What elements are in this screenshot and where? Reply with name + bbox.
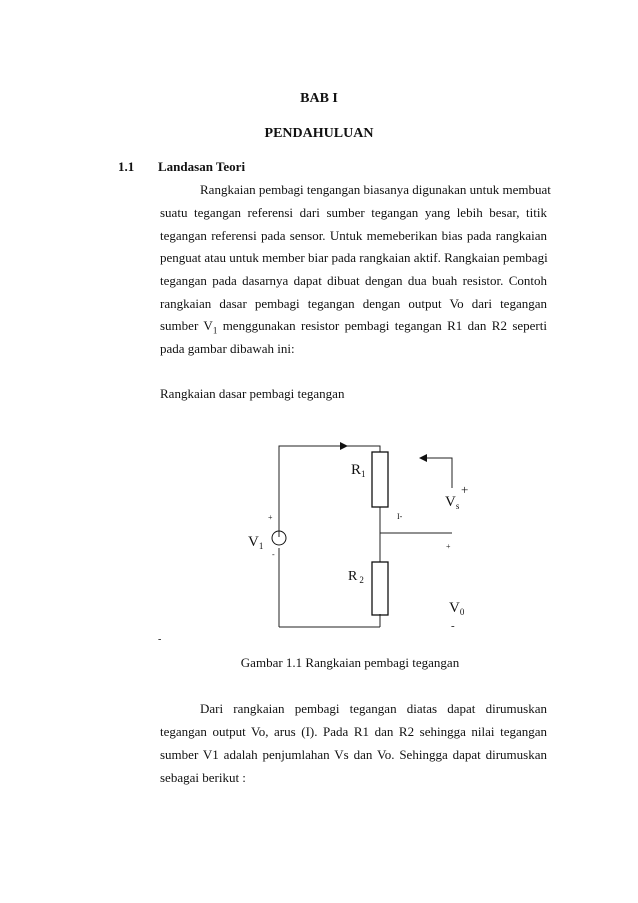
paragraph-line: pada gambar dibawah ini: [160,341,295,356]
vs-arrow-line [424,458,452,488]
resistor-r2 [372,562,388,615]
paragraph-line: suatu tegangan referensi dari sumber tegangan yang lebih besar, titik [160,205,547,220]
section-title: Landasan Teori [158,159,246,174]
vs-label: $V_s$ [445,494,460,511]
v1-label: $V_1$ [248,534,264,551]
section-number: 1.1 [118,159,135,174]
vs-plus-sign: + [461,482,469,497]
resistor-r1 [372,452,388,507]
paragraph-line: Dari rangkaian pembagi tegangan diatas dapat dirumuskan [200,701,547,716]
figure-title: Rangkaian dasar pembagi tegangan [160,386,345,401]
paragraph-line: tegangan output Vo, arus (I). Pada R1 dan R2 sehingga nilai tegangan [160,724,547,739]
stray-dash: - [158,634,162,645]
paragraph-line: penguat atau untuk member biar pada rangkaian aktif. Rangkaian pembagi [160,250,548,265]
chapter-label: BAB I [300,91,338,106]
wire-top [279,446,380,537]
v1-plus-sign: + [268,513,273,522]
paragraph-line: sumber $V_1$ menggunakan resistor pembagi tegangan R1 dan R2 seperti [160,318,547,336]
r2-label: R $_2$ [348,569,364,585]
paragraph-line: rangkaian dasar pembagi tegangan dengan output Vo dari tegangan [160,296,547,311]
v0-minus-sign: - [451,620,455,632]
v0-label: $V_0$ [449,600,465,617]
paragraph-line: Rangkaian pembagi tengangan biasanya digunakan untuk membuat [200,182,551,197]
paragraph-line: tegangan pada dasarnya dapat dibuat dengan dua buah resistor. Contoh [160,273,547,288]
paragraph-line: sebagai berikut : [160,770,246,785]
chapter-title: PENDAHULUAN [264,126,374,141]
vs-arrowhead [419,454,427,462]
current-label: I- [397,512,403,521]
v1-minus-sign: - [272,550,275,559]
output-plus-sign: + [446,542,451,551]
r1-label: $R_1$ [351,462,366,479]
current-arrowhead [340,442,348,450]
figure-caption: Gambar 1.1 Rangkaian pembagi tegangan [240,655,460,670]
paragraph-line: tegangan referensi pada sensor. Untuk memeberikan bias pada rangkaian [160,228,547,243]
paragraph-line: sumber V1 adalah penjumlahan Vs dan Vo. Sehingga dapat dirumuskan [160,747,547,762]
